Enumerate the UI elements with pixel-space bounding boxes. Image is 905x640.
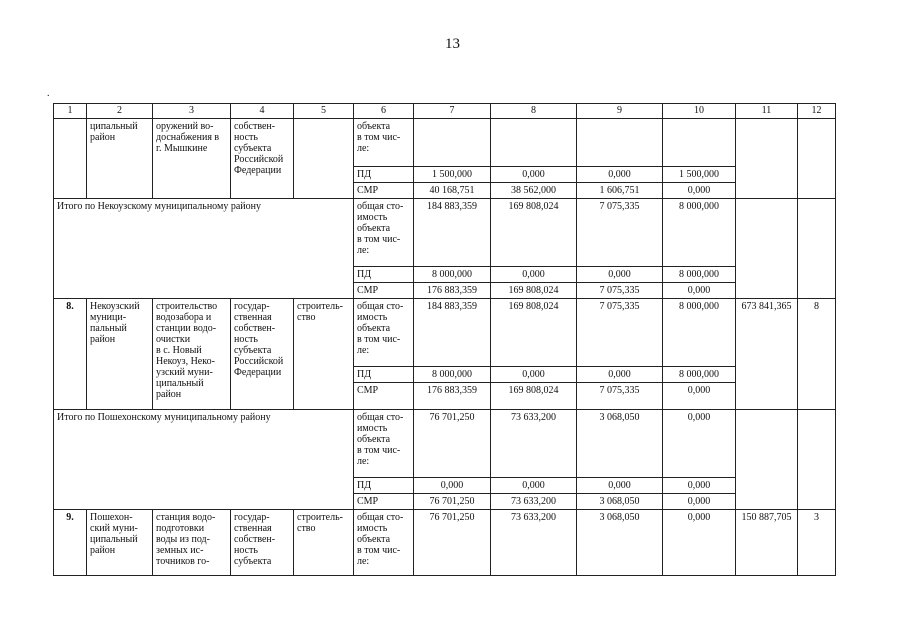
value-cell: 0,000	[663, 410, 736, 478]
value-cell: 0,000	[577, 167, 663, 183]
ownership-cell: государ- ственная собствен- ность субъекта	[231, 510, 294, 576]
value-cell: 8 000,000	[663, 267, 736, 283]
table-row	[54, 510, 836, 576]
value-cell: 0,000	[663, 283, 736, 299]
value-cell: 7 075,335	[577, 283, 663, 299]
municipality-cell: Пошехон- ский муни- ципальный район	[87, 510, 153, 576]
header-cell: 7	[414, 104, 491, 119]
value-cell: 76 701,250	[414, 494, 491, 510]
pd-label: ПД	[354, 267, 414, 283]
value-cell: 8 000,000	[663, 299, 736, 367]
value-cell: 169 808,024	[491, 283, 577, 299]
value-cell: 7 075,335	[577, 199, 663, 267]
value-cell: 1 500,000	[414, 167, 491, 183]
value-cell: 8 000,000	[414, 267, 491, 283]
value-cell: 1 500,000	[663, 167, 736, 183]
value-cell: 73 633,200	[491, 510, 577, 576]
total-label: Итого по Пошехонскому муниципальному району	[54, 410, 354, 510]
value-cell: 8 000,000	[414, 367, 491, 383]
value-cell: 7 075,335	[577, 299, 663, 367]
work-type-cell	[294, 119, 354, 199]
object-name-cell: строительство водозабора и станции водо- очистки в с. Новый Некоуз, Неко- узский муни- ципальный район	[153, 299, 231, 410]
row-number-cell: 9.	[54, 510, 87, 576]
header-cell: 1	[54, 104, 87, 119]
municipality-cell: Некоузский муници- пальный район	[87, 299, 153, 410]
value-cell: 7 075,335	[577, 383, 663, 410]
page-number: 13	[445, 36, 460, 52]
value-cell: 0,000	[491, 367, 577, 383]
row-number-cell: 8.	[54, 299, 87, 410]
pd-label: ПД	[354, 478, 414, 494]
value-cell: 0,000	[577, 267, 663, 283]
value-cell: 0,000	[414, 478, 491, 494]
table-row	[54, 299, 836, 367]
cost-label-cell: общая сто- имость объекта в том чис- ле:	[354, 299, 414, 367]
municipality-cell: ципальный район	[87, 119, 153, 199]
value-cell: 169 808,024	[491, 383, 577, 410]
value-cell: 0,000	[491, 478, 577, 494]
work-type-cell: строитель- ство	[294, 299, 354, 410]
value-cell: 176 883,359	[414, 283, 491, 299]
value-cell: 3 068,050	[577, 410, 663, 478]
value-cell: 169 808,024	[491, 299, 577, 367]
header-cell: 12	[798, 104, 836, 119]
value-cell: 76 701,250	[414, 510, 491, 576]
header-row	[54, 104, 836, 119]
ownership-cell: собствен- ность субъекта Российской Федерации	[231, 119, 294, 199]
header-cell: 9	[577, 104, 663, 119]
value-cell: 673 841,365	[736, 299, 798, 410]
value-cell: 38 562,000	[491, 183, 577, 199]
value-cell: 184 883,359	[414, 199, 491, 267]
value-cell: 0,000	[663, 383, 736, 410]
value-cell: 8 000,000	[663, 199, 736, 267]
value-cell: 73 633,200	[491, 494, 577, 510]
header-cell: 3	[153, 104, 231, 119]
value-cell: 3	[798, 510, 836, 576]
margin-dot: .	[47, 88, 50, 99]
ownership-cell: государ- ственная собствен- ность субъекта Российской Федерации	[231, 299, 294, 410]
smr-label: СМР	[354, 183, 414, 199]
pd-label: ПД	[354, 367, 414, 383]
value-cell: 0,000	[663, 478, 736, 494]
value-cell: 8 000,000	[663, 367, 736, 383]
header-cell: 4	[231, 104, 294, 119]
cost-label-cell: общая сто- имость объекта в том чис- ле:	[354, 510, 414, 576]
header-cell: 2	[87, 104, 153, 119]
object-name-cell: станция водо- подготовки воды из под- земных ис- точников го-	[153, 510, 231, 576]
smr-label: СМР	[354, 383, 414, 410]
cost-label-cell: общая сто- имость объекта в том чис- ле:	[354, 410, 414, 478]
smr-label: СМР	[354, 494, 414, 510]
value-cell: 0,000	[577, 478, 663, 494]
value-cell: 3 068,050	[577, 510, 663, 576]
value-cell: 0,000	[491, 267, 577, 283]
header-cell: 8	[491, 104, 577, 119]
header-cell: 6	[354, 104, 414, 119]
total-label: Итого по Некоузскому муниципальному району	[54, 199, 354, 299]
header-cell: 10	[663, 104, 736, 119]
value-cell: 169 808,024	[491, 199, 577, 267]
table-row	[54, 119, 836, 167]
cost-label-cell: общая сто- имость объекта в том чис- ле:	[354, 199, 414, 267]
value-cell: 1 606,751	[577, 183, 663, 199]
work-type-cell: строитель- ство	[294, 510, 354, 576]
row-number-cell	[54, 119, 87, 199]
value-cell: 0,000	[663, 510, 736, 576]
total-row	[54, 199, 836, 267]
header-cell: 11	[736, 104, 798, 119]
header-cell: 5	[294, 104, 354, 119]
object-name-cell: оружений во- доснабжения в г. Мышкине	[153, 119, 231, 199]
value-cell: 150 887,705	[736, 510, 798, 576]
value-cell: 3 068,050	[577, 494, 663, 510]
smr-label: СМР	[354, 283, 414, 299]
value-cell: 73 633,200	[491, 410, 577, 478]
value-cell: 0,000	[577, 367, 663, 383]
investment-table	[53, 103, 836, 576]
cost-label-cell: объекта в том чис- ле:	[354, 119, 414, 167]
value-cell: 0,000	[491, 167, 577, 183]
value-cell: 184 883,359	[414, 299, 491, 367]
value-cell: 0,000	[663, 183, 736, 199]
value-cell: 40 168,751	[414, 183, 491, 199]
value-cell: 8	[798, 299, 836, 410]
pd-label: ПД	[354, 167, 414, 183]
total-row	[54, 410, 836, 478]
value-cell: 76 701,250	[414, 410, 491, 478]
value-cell: 0,000	[663, 494, 736, 510]
value-cell: 176 883,359	[414, 383, 491, 410]
